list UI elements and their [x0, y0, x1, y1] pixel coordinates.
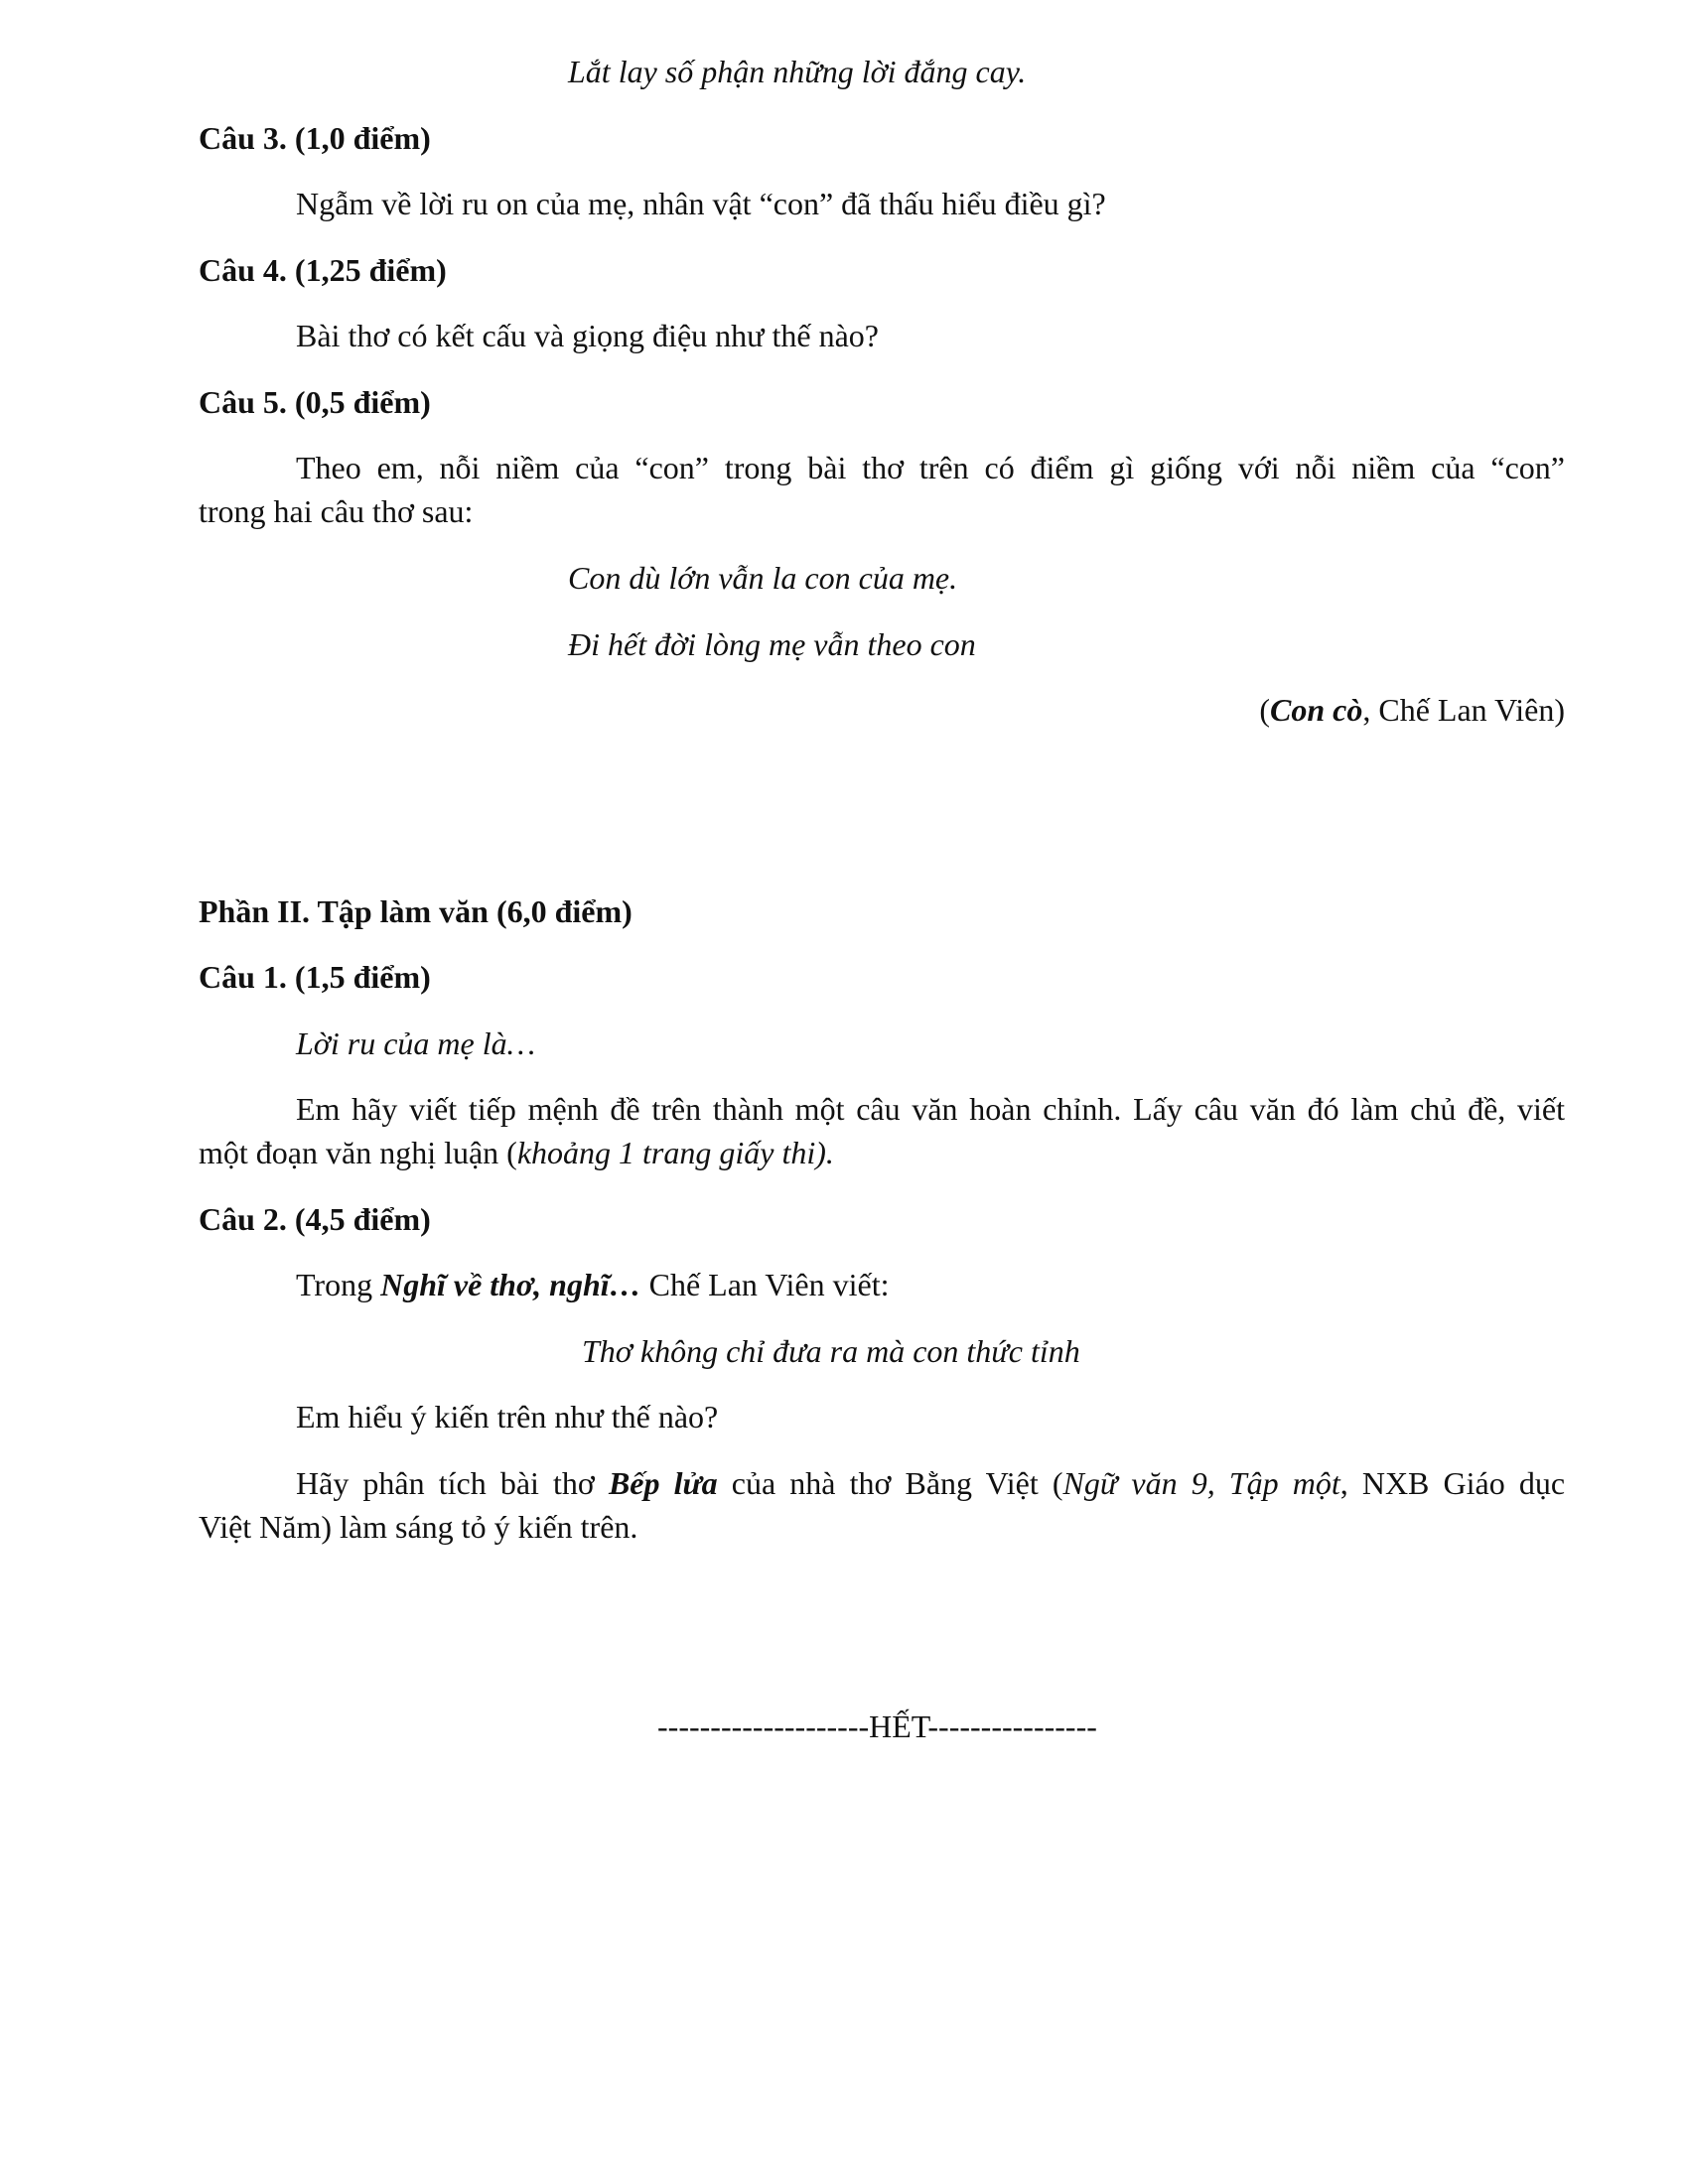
part2-question-1-prompt: Lời ru của mẹ là… [296, 1025, 536, 1061]
task-poem-title: Bếp lửa [608, 1465, 718, 1501]
question-5-text-line1: Theo em, nỗi niềm của “con” trong bài thơ trên có điểm gì giống với nỗi niềm của “con” [296, 450, 1565, 485]
part-2-heading: Phần II. Tập làm văn (6,0 điểm) [199, 893, 633, 929]
intro-work-title: Nghĩ về thơ, nghĩ… [380, 1267, 641, 1302]
length-note: khoảng 1 trang giấy thi). [516, 1135, 834, 1170]
task-book-title: Ngữ văn 9, Tập một [1062, 1465, 1340, 1501]
end-marker: --------------------HẾT---------------- [657, 1708, 1097, 1744]
part2-question-1-heading: Câu 1. (1,5 điểm) [199, 959, 431, 995]
part2-question-2-quote: Thơ không chỉ đưa ra mà con thức tỉnh [582, 1333, 1080, 1369]
poem-top-line: Lắt lay số phận những lời đắng cay. [568, 54, 1027, 89]
part2-question-1-text-line1: Em hãy viết tiếp mệnh đề trên thành một câu văn hoàn chỉnh. Lấy câu văn đó làm chủ đề, viết [296, 1091, 1565, 1127]
question-4-text: Bài thơ có kết cấu và giọng điệu như thế nào? [296, 318, 879, 353]
verse-line-1: Con dù lớn vẫn la con của mẹ. [568, 560, 958, 596]
instruction-text: một đoạn văn nghị luận ( [199, 1135, 517, 1170]
task-prefix: Hãy phân tích bài thơ [296, 1465, 609, 1501]
question-3-heading: Câu 3. (1,0 điểm) [199, 120, 431, 156]
source-open-paren: ( [1259, 692, 1270, 728]
source-author: , Chế Lan Viên) [1362, 692, 1565, 728]
part2-question-2-task-line1 [296, 1461, 1565, 1505]
question-5-heading: Câu 5. (0,5 điểm) [199, 384, 431, 420]
question-4-heading: Câu 4. (1,25 điểm) [199, 252, 447, 288]
task-middle: của nhà thơ Bằng Việt ( [717, 1465, 1063, 1501]
part2-question-2-intro [296, 1263, 890, 1306]
intro-prefix: Trong [296, 1267, 381, 1302]
part2-question-2-task-line2: Việt Năm) làm sáng tỏ ý kiến trên. [199, 1509, 638, 1545]
task-publisher: , NXB Giáo dục [1339, 1465, 1566, 1501]
question-5-text-line2: trong hai câu thơ sau: [199, 493, 474, 529]
intro-suffix: Chế Lan Viên viết: [640, 1267, 890, 1302]
verse-source [1259, 688, 1565, 732]
source-title: Con cò [1270, 692, 1363, 728]
part2-question-2-heading: Câu 2. (4,5 điểm) [199, 1201, 431, 1237]
part2-question-1-text-line2 [199, 1131, 834, 1174]
verse-line-2: Đi hết đời lòng mẹ vẫn theo con [568, 626, 976, 662]
part2-question-2-question: Em hiểu ý kiến trên như thế nào? [296, 1399, 719, 1434]
question-3-text: Ngẫm về lời ru on của mẹ, nhân vật “con” đã thấu hiểu điều gì? [296, 186, 1106, 221]
